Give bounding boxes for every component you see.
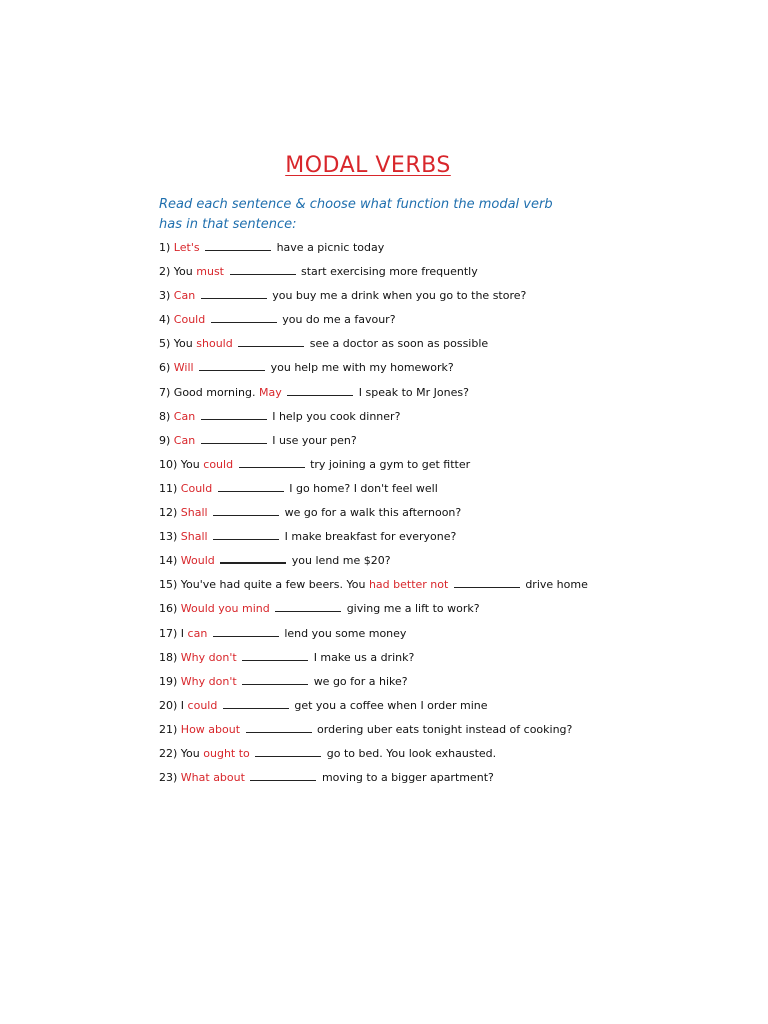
answer-blank — [242, 651, 308, 661]
question-number: 21) — [159, 722, 178, 736]
question-lead-text: Good morning. — [173, 385, 256, 399]
page-title: MODAL VERBS — [285, 153, 451, 178]
question-rest-text: start exercising more frequently — [301, 265, 478, 279]
modal-verb: Could — [180, 481, 213, 495]
modal-verb: May — [259, 385, 282, 399]
answer-blank — [250, 771, 316, 781]
question-number: 20) — [159, 698, 178, 712]
question-item — [159, 597, 599, 621]
question-rest-text: I make us a drink? — [313, 650, 415, 664]
question-item — [159, 381, 599, 405]
question-lead-text: You — [173, 265, 193, 279]
question-number: 2) — [159, 265, 171, 279]
modal-verb: ought to — [203, 746, 250, 760]
question-number: 13) — [159, 530, 178, 544]
answer-blank — [201, 410, 267, 420]
question-number: 3) — [159, 289, 171, 303]
question-rest-text: drive home — [525, 578, 588, 592]
question-rest-text: go to bed. You look exhausted. — [326, 746, 497, 760]
question-lead-text: You — [180, 746, 200, 760]
question-rest-text: I make breakfast for everyone? — [284, 530, 457, 544]
answer-blank — [230, 265, 296, 275]
question-item — [159, 284, 599, 308]
answer-blank — [255, 747, 321, 757]
answer-blank — [242, 675, 308, 685]
question-number: 23) — [159, 771, 178, 785]
question-item — [159, 477, 599, 501]
answer-blank — [218, 482, 284, 492]
modal-verb: Shall — [180, 506, 208, 520]
modal-verb: Will — [173, 361, 194, 375]
modal-verb: How about — [180, 722, 241, 736]
question-lead-text: I — [180, 626, 185, 640]
modal-verb: could — [187, 698, 218, 712]
modal-verb: Would — [180, 554, 215, 568]
modal-verb: Why don't — [180, 674, 237, 688]
question-item — [159, 622, 599, 646]
question-number: 4) — [159, 313, 171, 327]
answer-blank — [246, 723, 312, 733]
question-rest-text: I go home? I don't feel well — [289, 481, 438, 495]
answer-blank — [205, 241, 271, 251]
question-item — [159, 694, 599, 718]
question-number: 10) — [159, 457, 178, 471]
modal-verb: must — [196, 265, 224, 279]
question-item — [159, 332, 599, 356]
question-item — [159, 766, 599, 790]
answer-blank — [213, 506, 279, 516]
question-rest-text: you do me a favour? — [282, 313, 396, 327]
modal-verb: can — [187, 626, 208, 640]
answer-blank — [238, 337, 304, 347]
question-rest-text: I speak to Mr Jones? — [358, 385, 469, 399]
answer-blank — [223, 699, 289, 709]
answer-blank — [454, 578, 520, 588]
question-lead-text: You've had quite a few beers. You — [180, 578, 366, 592]
question-lead-text: You — [180, 457, 200, 471]
question-number: 16) — [159, 602, 178, 616]
question-rest-text: get you a coffee when I order mine — [294, 698, 488, 712]
question-rest-text: you buy me a drink when you go to the store? — [272, 289, 527, 303]
question-item — [159, 549, 599, 573]
question-number: 12) — [159, 506, 178, 520]
question-number: 14) — [159, 554, 178, 568]
question-item — [159, 670, 599, 694]
answer-blank — [239, 458, 305, 468]
question-number: 19) — [159, 674, 178, 688]
instructions-text: Read each sentence & choose what function the modal verb has in that sentence: — [159, 197, 553, 232]
question-number: 18) — [159, 650, 178, 664]
question-number: 1) — [159, 241, 171, 254]
question-item — [159, 356, 599, 380]
question-rest-text: lend you some money — [284, 626, 407, 640]
modal-verb: could — [203, 457, 234, 471]
question-rest-text: I help you cook dinner? — [272, 409, 401, 423]
answer-blank — [275, 602, 341, 612]
question-rest-text: we go for a hike? — [313, 674, 408, 688]
question-number: 15) — [159, 578, 178, 592]
question-number: 9) — [159, 433, 171, 447]
answer-blank — [213, 530, 279, 540]
answer-blank — [287, 386, 353, 396]
question-item — [159, 742, 599, 766]
answer-blank — [201, 434, 267, 444]
question-number: 5) — [159, 337, 171, 351]
question-item — [159, 405, 599, 429]
question-number: 22) — [159, 746, 178, 760]
modal-verb: Can — [173, 409, 196, 423]
question-rest-text: giving me a lift to work? — [346, 602, 480, 616]
question-rest-text: I use your pen? — [272, 433, 357, 447]
question-item — [159, 646, 599, 670]
question-rest-text: see a doctor as soon as possible — [309, 337, 489, 351]
question-lead-text: You — [173, 337, 193, 351]
modal-verb: had better not — [368, 578, 449, 592]
question-number: 7) — [159, 385, 171, 399]
question-number: 6) — [159, 361, 171, 375]
question-rest-text: you help me with my homework? — [270, 361, 454, 375]
question-item — [159, 453, 599, 477]
answer-blank — [220, 553, 286, 564]
modal-verb: Could — [173, 313, 206, 327]
question-number: 17) — [159, 626, 178, 640]
question-item — [159, 501, 599, 525]
question-item — [159, 525, 599, 549]
modal-verb: Can — [173, 289, 196, 303]
question-rest-text: ordering uber eats tonight instead of cooking? — [317, 722, 573, 736]
modal-verb: Shall — [180, 530, 208, 544]
question-rest-text: we go for a walk this afternoon? — [284, 506, 462, 520]
question-rest-text: have a picnic today — [276, 241, 385, 254]
modal-verb: should — [196, 337, 233, 351]
question-list — [159, 236, 599, 790]
question-rest-text: moving to a bigger apartment? — [321, 771, 494, 785]
question-item — [159, 573, 599, 597]
question-item — [159, 718, 599, 742]
answer-blank — [199, 361, 265, 371]
modal-verb: Can — [173, 433, 196, 447]
question-rest-text: try joining a gym to get fitter — [310, 457, 471, 471]
question-number: 11) — [159, 481, 178, 495]
modal-verb: What about — [180, 771, 245, 785]
question-item — [159, 260, 599, 284]
modal-verb: Let's — [173, 241, 200, 254]
question-item — [159, 236, 599, 260]
question-number: 8) — [159, 409, 171, 423]
question-item — [159, 308, 599, 332]
answer-blank — [201, 289, 267, 299]
answer-blank — [213, 627, 279, 637]
question-lead-text: I — [180, 698, 185, 712]
answer-blank — [211, 313, 277, 323]
modal-verb: Would you mind — [180, 602, 270, 616]
question-item — [159, 429, 599, 453]
question-rest-text: you lend me $20? — [291, 554, 391, 568]
modal-verb: Why don't — [180, 650, 237, 664]
